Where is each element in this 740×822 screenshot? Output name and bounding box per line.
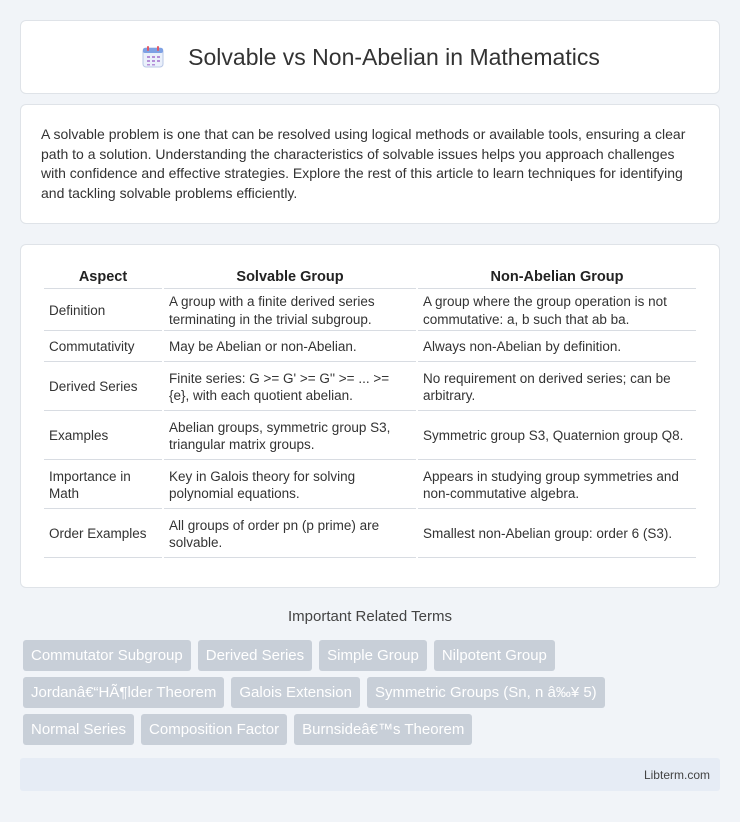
footer-site-link[interactable]: Libterm.com: [643, 768, 710, 782]
row-solvable: All groups of order pn (p prime) are solvable.: [164, 511, 416, 558]
tag-simple-group[interactable]: Simple Group: [319, 640, 427, 671]
comparison-table: [42, 261, 698, 560]
row-non-abelian: Symmetric group S3, Quaternion group Q8.: [418, 413, 696, 460]
tag-galois-extension[interactable]: Galois Extension: [231, 677, 360, 708]
row-solvable: May be Abelian or non-Abelian.: [164, 333, 416, 362]
tag-nilpotent-group[interactable]: Nilpotent Group: [434, 640, 555, 671]
related-terms-tags: [23, 640, 723, 751]
row-aspect: Definition: [44, 291, 162, 331]
row-aspect: Order Examples: [44, 511, 162, 558]
table-header-row: [44, 263, 696, 289]
row-non-abelian: No requirement on derived series; can be arbitrary.: [418, 364, 696, 411]
related-terms-title: Important Related Terms: [288, 608, 452, 625]
row-aspect: Examples: [44, 413, 162, 460]
table-row: [44, 291, 696, 331]
row-non-abelian: Always non-Abelian by definition.: [418, 333, 696, 362]
row-solvable: A group with a finite derived series terminating in the trivial subgroup.: [164, 291, 416, 331]
tag-derived-series[interactable]: Derived Series: [198, 640, 312, 671]
row-aspect: Commutativity: [44, 333, 162, 362]
comparison-table-card: [20, 244, 720, 588]
row-aspect: Derived Series: [44, 364, 162, 411]
tag-row: [23, 640, 723, 671]
page-title: Solvable vs Non-Abelian in Mathematics: [188, 43, 600, 70]
table-row: [44, 364, 696, 411]
footer: [20, 758, 720, 791]
header-card: [20, 20, 720, 94]
header-solvable: Solvable Group: [164, 263, 416, 289]
row-non-abelian: A group where the group operation is not commutative: a, b such that ab ba.: [418, 291, 696, 331]
tag-commutator-subgroup[interactable]: Commutator Subgroup: [23, 640, 191, 671]
tag-row: [23, 677, 723, 708]
header-aspect: Aspect: [44, 263, 162, 289]
intro-card: [20, 104, 720, 224]
tag-row: [23, 714, 723, 745]
row-aspect: Importance in Math: [44, 462, 162, 509]
row-solvable: Key in Galois theory for solving polynomial equations.: [164, 462, 416, 509]
intro-text: A solvable problem is one that can be resolved using logical methods or available tools, ensuring a clear path to a solution. Understanding the characteristics of solvable issues helps you approach challenges with confidence and effective strategies. Explore the rest of this article to learn techniques for identifying and tackling solvable problems efficiently.: [41, 126, 686, 201]
row-solvable: Finite series: G >= G' >= G'' >= ... >= {e}, with each quotient abelian.: [164, 364, 416, 411]
table-row: [44, 333, 696, 362]
tag-normal-series[interactable]: Normal Series: [23, 714, 134, 745]
table-row: [44, 511, 696, 558]
header-non-abelian: Non-Abelian Group: [418, 263, 696, 289]
row-solvable: Abelian groups, symmetric group S3, triangular matrix groups.: [164, 413, 416, 460]
tag-composition-factor[interactable]: Composition Factor: [141, 714, 287, 745]
row-non-abelian: Smallest non-Abelian group: order 6 (S3).: [418, 511, 696, 558]
tag-symmetric-groups[interactable]: Symmetric Groups (Sn, n â‰¥ 5): [367, 677, 605, 708]
tag-burnside-theorem[interactable]: Burnsideâ€™s Theorem: [294, 714, 472, 745]
tag-jordan-holder-theorem[interactable]: Jordanâ€“HÃ¶lder Theorem: [23, 677, 224, 708]
calendar-icon: [140, 44, 166, 70]
table-row: [44, 413, 696, 460]
table-row: [44, 462, 696, 509]
row-non-abelian: Appears in studying group symmetries and non-commutative algebra.: [418, 462, 696, 509]
